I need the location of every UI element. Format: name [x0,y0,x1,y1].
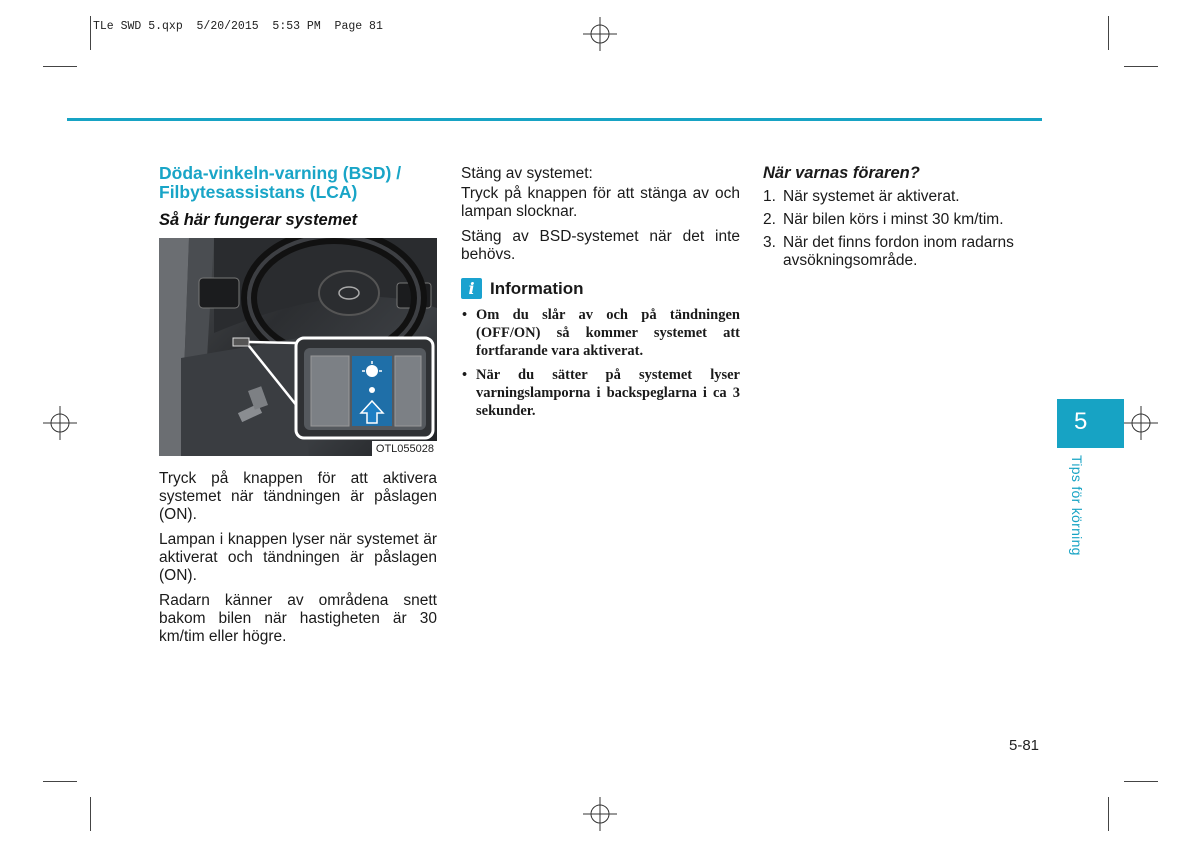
paragraph: Lampan i knappen lyser när systemet är aktiverat och tändningen är påslagen (ON). [159,531,437,584]
paragraph: Radarn känner av områdena snett bakom bilen när hastigheten är 30 km/tim eller högre. [159,592,437,645]
registration-mark-icon [583,797,617,831]
list-item: • När du sätter på systemet lyser varningslamporna i backspeglarna i ca 3 sekunder. [461,366,740,420]
chapter-label: Tips för körning [1069,455,1085,556]
list-item [763,234,1043,270]
list-item [763,188,1043,206]
dashboard-figure [159,238,437,456]
registration-mark-icon [43,406,77,440]
info-list [461,306,740,420]
column-middle [461,160,740,426]
item-text: När bilen körs i minst 30 km/tim. [783,211,1004,228]
section-title: Döda-vinkeln-varning (BSD) / Filbytesassistans (LCA) [159,163,402,202]
list-item: • Om du slår av och på tändningen (OFF/ON) så kommer systemet att fortfarande vara aktiverat. [461,306,740,360]
question-title: När varnas föraren? [763,164,920,182]
print-header: TLe SWD 5.qxp 5/20/2015 5:53 PM Page 81 [93,20,383,33]
paragraph: Stäng av systemet: [461,165,593,182]
figure-code: OTL055028 [372,441,437,456]
column-left [159,160,437,646]
crop-mark [1108,16,1109,50]
paragraph: Tryck på knappen för att stänga av och lampan slocknar. [461,185,740,220]
crop-mark [43,781,77,782]
item-number: 2. [763,211,776,228]
crop-mark [43,66,77,67]
list-item [763,211,1043,229]
item-text: När systemet är aktiverat. [783,188,960,205]
numbered-list [763,188,1043,270]
crop-mark [1108,797,1109,831]
info-header [461,278,740,299]
registration-mark-icon [583,17,617,51]
subtitle: Så här fungerar systemet [159,211,358,229]
paragraph: Stäng av BSD-systemet när det inte behövs. [461,228,740,263]
chapter-tab [1057,399,1124,448]
page-number: 5-81 [1009,737,1040,754]
item-number: 1. [763,188,776,205]
column-right [763,160,1043,270]
crop-mark [1124,781,1158,782]
chapter-number: 5 [1074,408,1088,435]
item-text: När det finns fordon inom radarns avsökningsområde. [783,234,1014,269]
registration-mark-icon [1124,406,1158,440]
info-title: Information [490,278,584,298]
top-rule [67,118,1042,121]
crop-mark [90,797,91,831]
info-icon: i [461,278,482,299]
item-number: 3. [763,234,776,251]
crop-mark [1124,66,1158,67]
dashboard-illustration [159,238,437,456]
crop-mark [90,16,91,50]
paragraph: Tryck på knappen för att aktivera systemet när tändningen är påslagen (ON). [159,470,437,523]
